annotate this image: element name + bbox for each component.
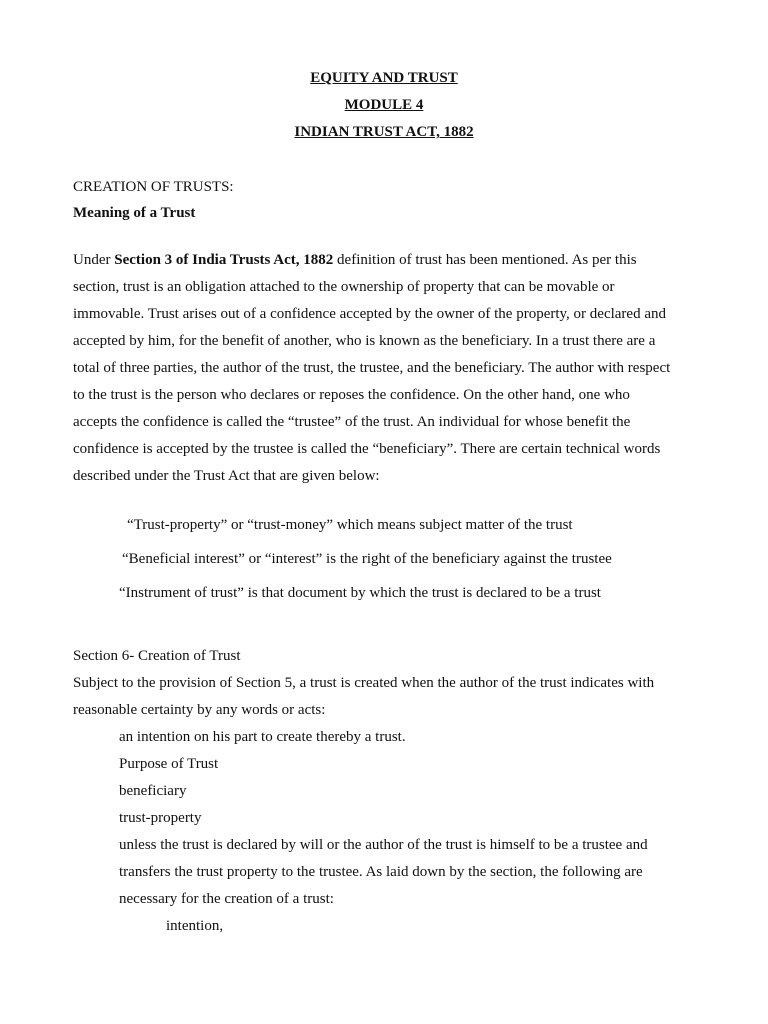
- term-trust-property: “Trust-property” or “trust-money” which means subject matter of the trust: [127, 517, 573, 533]
- paragraph-line: section, trust is an obligation attached to the ownership of property that can be movable or: [73, 279, 615, 295]
- section6-text-line: Subject to the provision of Section 5, a trust is created when the author of the trust indicates with: [73, 675, 655, 691]
- section6-item: necessary for the creation of a trust:: [119, 891, 334, 907]
- section6-text-line: reasonable certainty by any words or acts:: [73, 702, 326, 718]
- statute-reference: Section 3 of India Trusts Act, 1882: [114, 252, 334, 268]
- definition-paragraph: [73, 247, 695, 490]
- section6-sub-item: intention,: [166, 918, 224, 934]
- section6-item: unless the trust is declared by will or the author of the trust is himself to be a trustee and: [119, 837, 648, 853]
- module-title: MODULE 4: [344, 97, 424, 113]
- paragraph-line: accepted by him, for the benefit of another, who is known as the beneficiary. In a trust there are a: [73, 333, 656, 349]
- section-heading: CREATION OF TRUSTS:: [73, 179, 234, 195]
- paragraph-line: immovable. Trust arises out of a confidence accepted by the owner of the property, or declared and: [73, 306, 666, 322]
- paragraph-line: confidence is accepted by the trustee is called the “beneficiary”. There are certain technical words: [73, 441, 661, 457]
- paragraph-line: accepts the confidence is called the “trustee” of the trust. An individual for whose benefit the: [73, 414, 631, 430]
- section6-item: an intention on his part to create thereby a trust.: [119, 729, 406, 745]
- para-prefix: Under: [73, 252, 115, 268]
- subheading: Meaning of a Trust: [73, 205, 196, 221]
- paragraph-line: total of three parties, the author of the trust, the trustee, and the beneficiary. The author with respect: [73, 360, 671, 376]
- paragraph-line: [73, 247, 695, 274]
- section6-heading: Section 6- Creation of Trust: [73, 648, 241, 664]
- document-title: EQUITY AND TRUST: [310, 70, 458, 86]
- section6-item: trust-property: [119, 810, 202, 826]
- term-beneficial-interest: “Beneficial interest” or “interest” is the right of the beneficiary against the trustee: [122, 551, 612, 567]
- act-title: INDIAN TRUST ACT, 1882: [294, 124, 474, 140]
- paragraph-line: to the trust is the person who declares or reposes the confidence. On the other hand, one who: [73, 387, 630, 403]
- para-line1-rest: definition of trust has been mentioned. As per this: [333, 252, 637, 268]
- section6-item: Purpose of Trust: [119, 756, 219, 772]
- term-instrument-of-trust: “Instrument of trust” is that document by which the trust is declared to be a trust: [119, 585, 601, 601]
- section6-item: transfers the trust property to the trustee. As laid down by the section, the following are: [119, 864, 643, 880]
- paragraph-line: described under the Trust Act that are given below:: [73, 468, 380, 484]
- section6-item: beneficiary: [119, 783, 187, 799]
